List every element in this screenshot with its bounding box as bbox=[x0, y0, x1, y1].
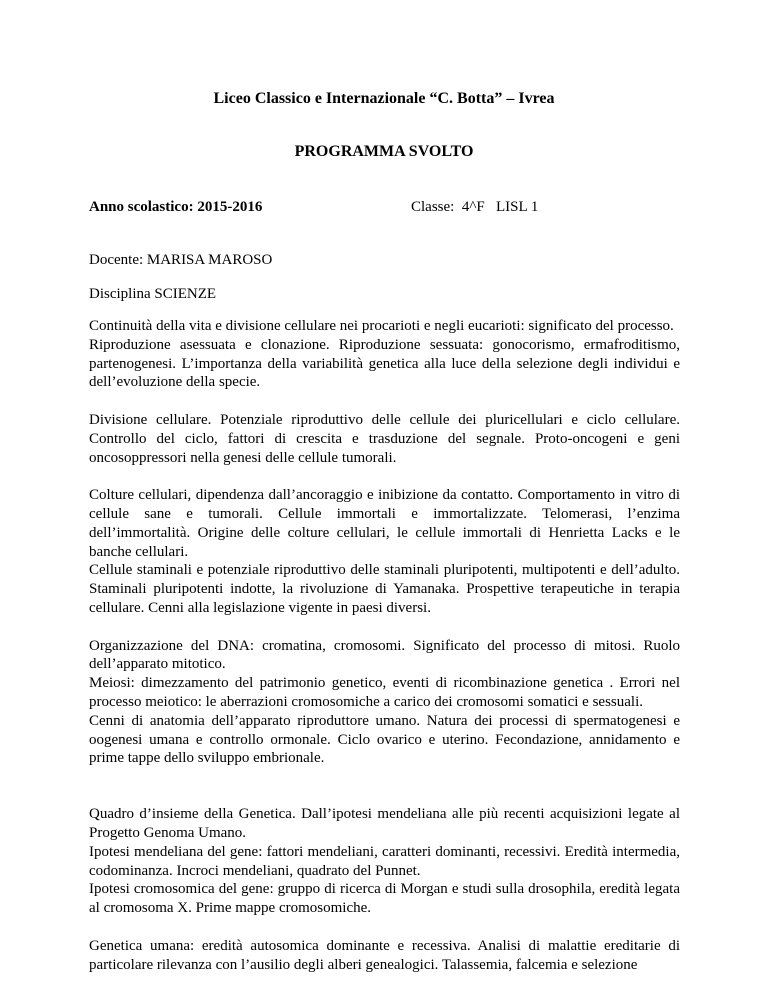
teacher-name: Docente: MARISA MAROSO bbox=[89, 252, 273, 268]
paragraph-line: Divisione cellulare. Potenziale riproduttivo delle cellule dei pluricellulari e ciclo cellulare. Controllo del ciclo, fattori di crescita e trasduzione del segnale. Proto-oncogeni e geni oncosoppressori nella genesi delle cellule tumorali. bbox=[89, 411, 680, 466]
paragraph-line: Riproduzione asessuata e clonazione. Riproduzione sessuata: gonocorismo, ermafroditismo, partenogenesi. L’importanza della variabilità genetica alla luce della selezione degli individui e dell’evoluzione della specie. bbox=[89, 336, 680, 391]
paragraph bbox=[89, 317, 680, 392]
paragraph-line: Cellule staminali e potenziale riproduttivo delle staminali pluripotenti, multipotenti e dell’adulto. Staminali pluripotenti indotte, la rivoluzione di Yamanaka. Prospettive terapeutiche in terapia cellulare. Cenni alla legislazione vigente in paesi diversi. bbox=[89, 562, 680, 616]
paragraph-line: Genetica umana: eredità autosomica dominante e recessiva. Analisi di malattie ereditarie di particolare rilevanza con l’ausilio degli alberi genealogici. Talassemia, falcemia e selezione bbox=[89, 937, 680, 973]
paragraph-line: Ipotesi cromosomica del gene: gruppo di ricerca di Morgan e studi sulla drosophila, eredità legata al cromosoma X. Prime mappe cromosomiche. bbox=[89, 881, 680, 917]
class-label: Classe: 4^F LISL 1 bbox=[411, 199, 539, 215]
school-year: Anno scolastico: 2015-2016 bbox=[89, 199, 263, 215]
paragraph bbox=[89, 937, 680, 975]
paragraph-line: Organizzazione del DNA: cromatina, cromosomi. Significato del processo di mitosi. Ruolo dell’apparato mitotico. bbox=[89, 637, 680, 673]
paragraph-line: Colture cellulari, dipendenza dall’ancoraggio e inibizione da contatto. Comportamento in vitro di cellule sane e tumorali. Cellule immortali e immortalizzate. Telomerasi, l’enzima dell’immortalità. Origine delle colture cellulari, le cellule immortali di Henrietta Lacks e le banche cellulari. bbox=[89, 487, 680, 560]
paragraph-line: Continuità della vita e divisione cellulare nei procarioti e negli eucarioti: significato del processo. bbox=[89, 318, 674, 334]
paragraph bbox=[89, 411, 680, 467]
document-title: PROGRAMMA SVOLTO bbox=[294, 143, 474, 160]
paragraph-line: Quadro d’insieme della Genetica. Dall’ipotesi mendeliana alle più recenti acquisizioni legate al Progetto Genoma Umano. bbox=[89, 806, 680, 841]
paragraph-line: Ipotesi mendeliana del gene: fattori mendeliani, caratteri dominanti, recessivi. Eredità intermedia, codominanza. Incroci mendeliani, quadrato del Punnet. bbox=[89, 843, 680, 879]
program-body bbox=[89, 317, 680, 993]
paragraph-line: Meiosi: dimezzamento del patrimonio genetico, eventi di ricombinazione genetica . Errori nel processo meiotico: le aberrazioni cromosomiche a carico dei cromosomi somatici e sessuali. bbox=[89, 675, 680, 710]
paragraph bbox=[89, 805, 680, 918]
paragraph bbox=[89, 486, 680, 618]
paragraph-line: Cenni di anatomia dell’apparato riproduttore umano. Natura dei processi di spermatogenesi e oogenesi umana e controllo ormonale. Ciclo ovarico e uterino. Fecondazione, annidamento e prime tappe dello sviluppo embrionale. bbox=[89, 712, 680, 767]
subject-name: Disciplina SCIENZE bbox=[89, 286, 217, 302]
paragraph bbox=[89, 637, 680, 769]
school-heading: Liceo Classico e Internazionale “C. Botta” – Ivrea bbox=[213, 90, 555, 107]
